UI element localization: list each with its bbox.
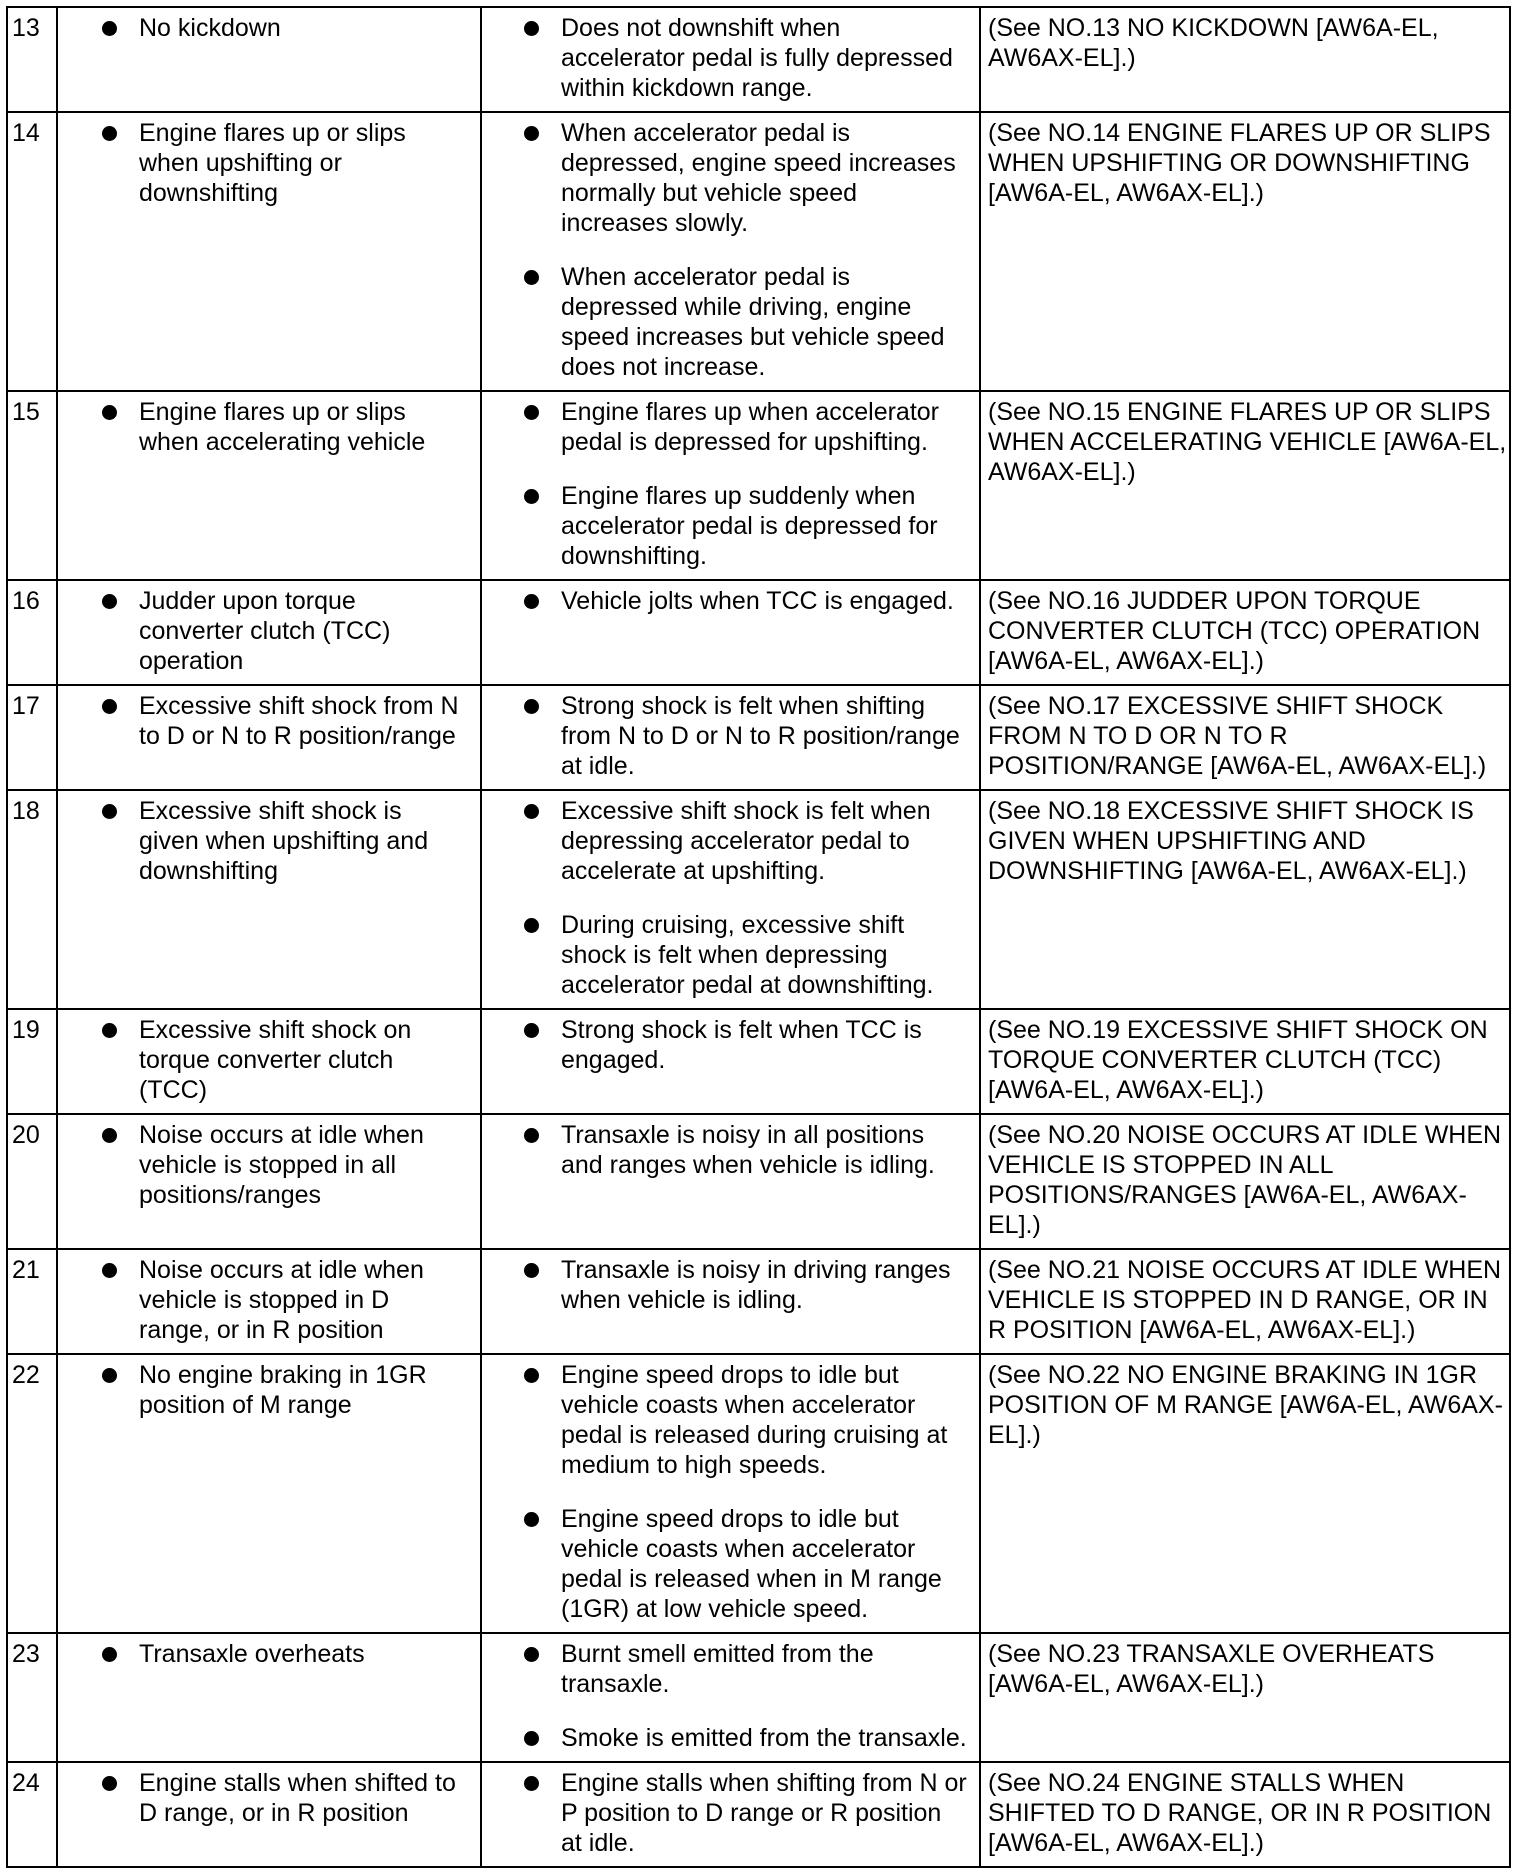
condition-cell [481, 1249, 980, 1354]
reference-cell: (See NO.14 ENGINE FLARES UP OR SLIPS WHEN UPSHIFTING OR DOWNSHIFTING [AW6A-EL, AW6AX-EL].) [980, 112, 1510, 391]
condition-item: Smoke is emitted from the transaxle. [524, 1723, 967, 1753]
symptom-text: Engine flares up or slips when accelerating vehicle [102, 397, 464, 457]
symptom-troubleshooting-table [6, 6, 1511, 1868]
table-row [7, 1249, 1510, 1354]
table-row [7, 391, 1510, 580]
symptom-text: No kickdown [102, 13, 464, 43]
condition-item: Engine speed drops to idle but vehicle coasts when accelerator pedal is released when in M range (1GR) at low vehicle speed. [524, 1504, 967, 1624]
reference-cell: (See NO.18 EXCESSIVE SHIFT SHOCK IS GIVEN WHEN UPSHIFTING AND DOWNSHIFTING [AW6A-EL, AW6AX-EL].) [980, 790, 1510, 1009]
table-row [7, 1762, 1510, 1867]
condition-cell [481, 112, 980, 391]
reference-cell: (See NO.21 NOISE OCCURS AT IDLE WHEN VEHICLE IS STOPPED IN D RANGE, OR IN R POSITION [AW6A-EL, AW6AX-EL].) [980, 1249, 1510, 1354]
symptom-text: Noise occurs at idle when vehicle is stopped in all positions/ranges [102, 1120, 464, 1210]
row-number: 15 [7, 391, 57, 580]
condition-cell [481, 1633, 980, 1762]
table-row [7, 580, 1510, 685]
condition-cell [481, 1762, 980, 1867]
reference-cell: (See NO.16 JUDDER UPON TORQUE CONVERTER CLUTCH (TCC) OPERATION [AW6A-EL, AW6AX-EL].) [980, 580, 1510, 685]
symptom-cell [57, 1114, 481, 1249]
table-row [7, 112, 1510, 391]
condition-item: Transaxle is noisy in all positions and ranges when vehicle is idling. [524, 1120, 967, 1180]
symptom-text: Excessive shift shock from N to D or N to R position/range [102, 691, 464, 751]
row-number: 22 [7, 1354, 57, 1633]
condition-cell [481, 790, 980, 1009]
symptom-text: Engine flares up or slips when upshifting or downshifting [102, 118, 464, 208]
condition-item: Engine flares up suddenly when accelerator pedal is depressed for downshifting. [524, 481, 967, 571]
symptom-cell [57, 790, 481, 1009]
symptom-text: No engine braking in 1GR position of M range [102, 1360, 464, 1420]
condition-cell [481, 391, 980, 580]
row-number: 18 [7, 790, 57, 1009]
condition-cell [481, 7, 980, 112]
row-number: 16 [7, 580, 57, 685]
symptom-cell [57, 112, 481, 391]
row-number: 21 [7, 1249, 57, 1354]
reference-cell: (See NO.15 ENGINE FLARES UP OR SLIPS WHEN ACCELERATING VEHICLE [AW6A-EL, AW6AX-EL].) [980, 391, 1510, 580]
row-number: 19 [7, 1009, 57, 1114]
condition-item: When accelerator pedal is depressed, engine speed increases normally but vehicle speed increases slowly. [524, 118, 967, 238]
reference-cell: (See NO.13 NO KICKDOWN [AW6A-EL, AW6AX-EL].) [980, 7, 1510, 112]
symptom-cell [57, 1762, 481, 1867]
row-number: 20 [7, 1114, 57, 1249]
symptom-cell [57, 1009, 481, 1114]
symptom-cell [57, 580, 481, 685]
condition-cell [481, 1009, 980, 1114]
symptom-cell [57, 685, 481, 790]
row-number: 17 [7, 685, 57, 790]
table-row [7, 1633, 1510, 1762]
condition-item: Engine flares up when accelerator pedal is depressed for upshifting. [524, 397, 967, 457]
condition-item: Engine speed drops to idle but vehicle coasts when accelerator pedal is released during cruising at medium to high speeds. [524, 1360, 967, 1480]
symptom-text: Judder upon torque converter clutch (TCC) operation [102, 586, 464, 676]
symptom-cell [57, 1354, 481, 1633]
table-row [7, 7, 1510, 112]
symptom-cell [57, 1633, 481, 1762]
condition-item: Burnt smell emitted from the transaxle. [524, 1639, 967, 1699]
condition-item: Strong shock is felt when TCC is engaged. [524, 1015, 967, 1075]
row-number: 24 [7, 1762, 57, 1867]
row-number: 14 [7, 112, 57, 391]
condition-cell [481, 685, 980, 790]
condition-item: Excessive shift shock is felt when depressing accelerator pedal to accelerate at upshifting. [524, 796, 967, 886]
reference-cell: (See NO.23 TRANSAXLE OVERHEATS [AW6A-EL, AW6AX-EL].) [980, 1633, 1510, 1762]
symptom-cell [57, 391, 481, 580]
condition-item: During cruising, excessive shift shock is felt when depressing accelerator pedal at downshifting. [524, 910, 967, 1000]
symptom-text: Noise occurs at idle when vehicle is stopped in D range, or in R position [102, 1255, 464, 1345]
symptom-text: Transaxle overheats [102, 1639, 464, 1669]
condition-item: Engine stalls when shifting from N or P position to D range or R position at idle. [524, 1768, 967, 1858]
table-row [7, 1354, 1510, 1633]
condition-item: Transaxle is noisy in driving ranges when vehicle is idling. [524, 1255, 967, 1315]
symptom-text: Engine stalls when shifted to D range, or in R position [102, 1768, 464, 1828]
condition-item: Strong shock is felt when shifting from N to D or N to R position/range at idle. [524, 691, 967, 781]
condition-item: Vehicle jolts when TCC is engaged. [524, 586, 967, 616]
condition-item: When accelerator pedal is depressed while driving, engine speed increases but vehicle speed does not increase. [524, 262, 967, 382]
reference-cell: (See NO.22 NO ENGINE BRAKING IN 1GR POSITION OF M RANGE [AW6A-EL, AW6AX-EL].) [980, 1354, 1510, 1633]
symptom-text: Excessive shift shock is given when upshifting and downshifting [102, 796, 464, 886]
condition-cell [481, 580, 980, 685]
condition-item: Does not downshift when accelerator pedal is fully depressed within kickdown range. [524, 13, 967, 103]
table-row [7, 790, 1510, 1009]
table-body [7, 7, 1510, 1867]
reference-cell: (See NO.17 EXCESSIVE SHIFT SHOCK FROM N TO D OR N TO R POSITION/RANGE [AW6A-EL, AW6AX-EL].) [980, 685, 1510, 790]
row-number: 13 [7, 7, 57, 112]
symptom-cell [57, 1249, 481, 1354]
table-row [7, 1114, 1510, 1249]
symptom-text: Excessive shift shock on torque converter clutch (TCC) [102, 1015, 464, 1105]
symptom-cell [57, 7, 481, 112]
reference-cell: (See NO.20 NOISE OCCURS AT IDLE WHEN VEHICLE IS STOPPED IN ALL POSITIONS/RANGES [AW6A-EL, AW6AX-EL].) [980, 1114, 1510, 1249]
table-row [7, 1009, 1510, 1114]
reference-cell: (See NO.19 EXCESSIVE SHIFT SHOCK ON TORQUE CONVERTER CLUTCH (TCC) [AW6A-EL, AW6AX-EL].) [980, 1009, 1510, 1114]
condition-cell [481, 1354, 980, 1633]
row-number: 23 [7, 1633, 57, 1762]
table-row [7, 685, 1510, 790]
condition-cell [481, 1114, 980, 1249]
reference-cell: (See NO.24 ENGINE STALLS WHEN SHIFTED TO D RANGE, OR IN R POSITION [AW6A-EL, AW6AX-EL].) [980, 1762, 1510, 1867]
